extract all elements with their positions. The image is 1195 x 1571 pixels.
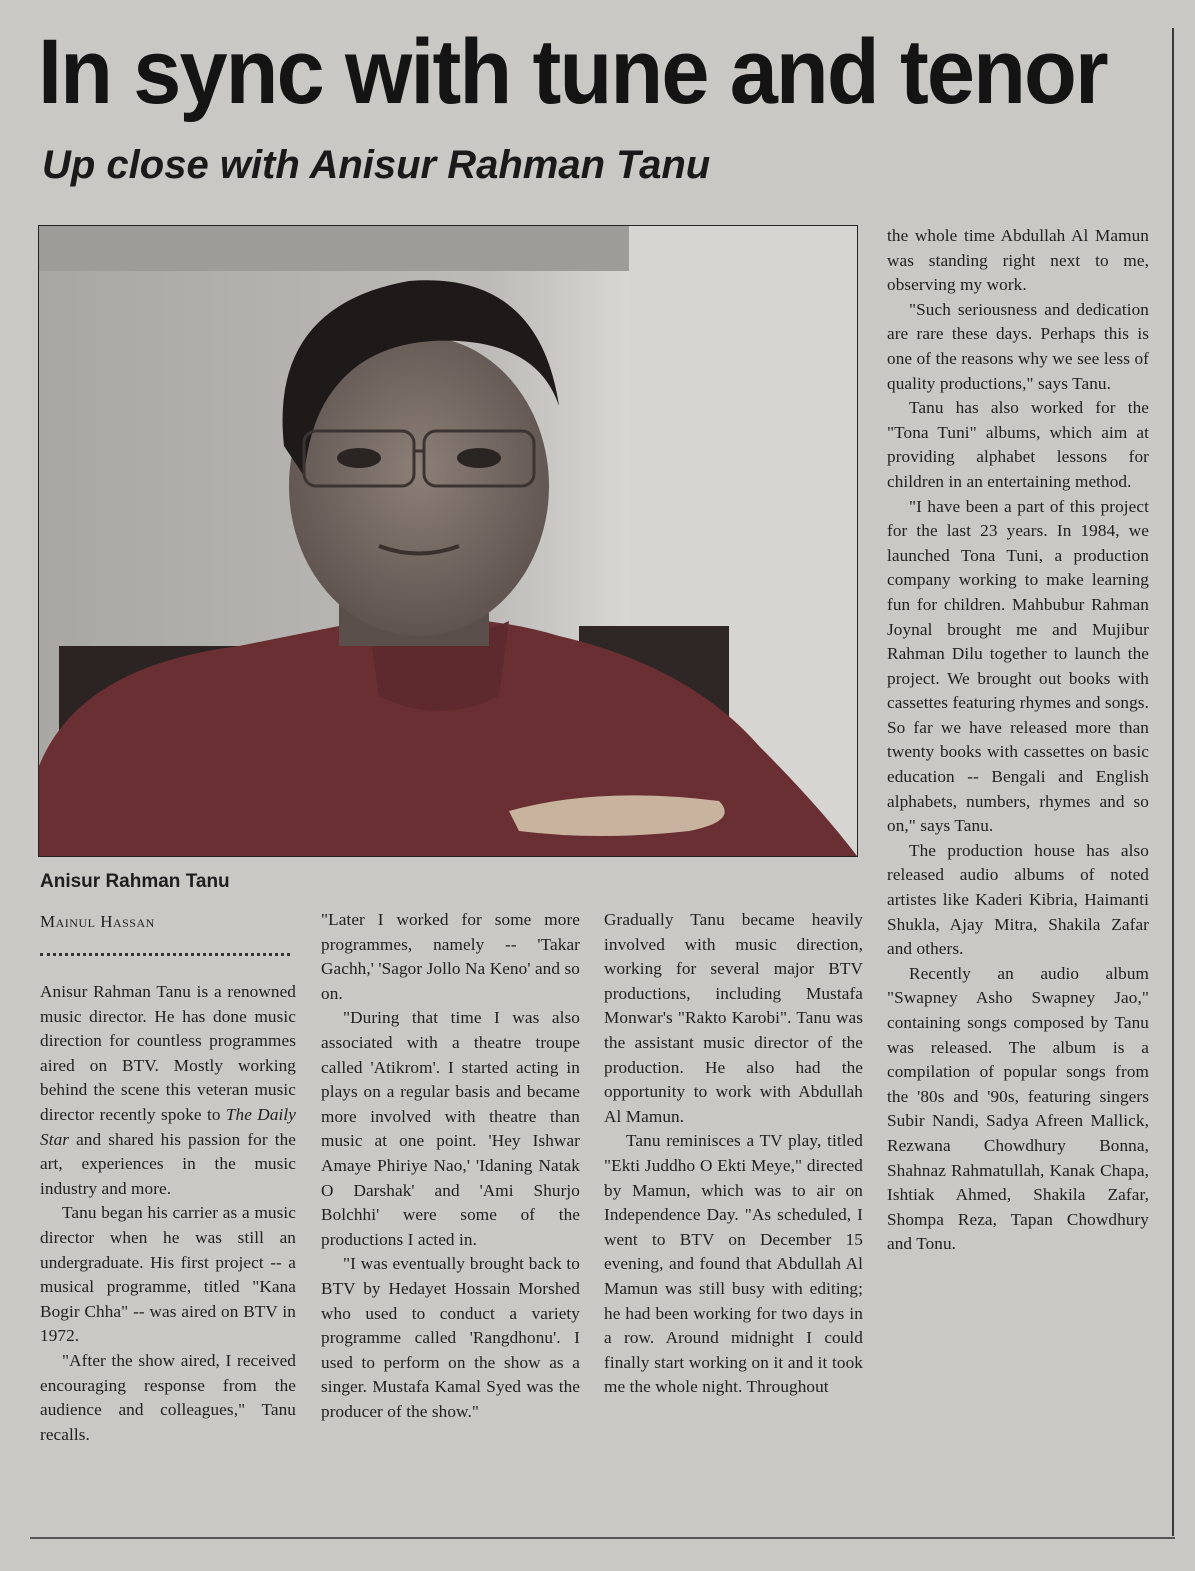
publication-name: The Daily Star: [40, 1104, 296, 1149]
byline-divider: [40, 953, 290, 956]
paragraph: The production house has also released audio albums of noted artistes like Kaderi Kibria, Haimanti Shukla, Ajay Mitra, Shakila Zafar and others.: [887, 840, 1149, 959]
paragraph: the whole time Abdullah Al Mamun was standing right next to me, observing my work.: [887, 226, 1149, 295]
paragraph: "I was eventually brought back to BTV by Hedayet Hossain Morshed who used to conduct a variety programme called 'Rangdhonu'. I used to perform on the show as a singer. Mustafa Kamal Syed was the producer of the show.": [321, 1254, 580, 1421]
paragraph: Anisur Rahman Tanu is a renowned music director. He has done music direction for countless programmes aired on BTV. Mostly working behind the scene this veteran music director recently spoke to The Daily Star and shared his passion for the art, experiences in the music industry and more.: [40, 982, 296, 1198]
article-column-1: [40, 980, 296, 1447]
page-rule-bottom: [30, 1537, 1175, 1539]
photo-caption: Anisur Rahman Tanu: [40, 871, 230, 892]
paragraph: Tanu has also worked for the "Tona Tuni" albums, which aim at providing alphabet lessons for children in an entertaining method.: [887, 398, 1149, 491]
paragraph: Recently an audio album "Swapney Asho Swapney Jao," containing songs composed by Tanu was released. The album is a compilation of popular songs from the '80s and '90s, featuring singers Subir Nandi, Sadya Afreen Mallick, Rezwana Chowdhury Bonna, Shahnaz Rahmatullah, Kanak Chapa, Ishtiak Ahmed, Shakila Zafar, Shompa Reza, Tapan Chowdhury and Tonu.: [887, 963, 1149, 1254]
article-column-2: [321, 908, 580, 1424]
byline: Mainul Hassan: [40, 912, 155, 931]
article-column-4: [887, 224, 1149, 1257]
paragraph: "I have been a part of this project for the last 23 years. In 1984, we launched Tona Tuni, a production company working to make learning fun for children. Mahbubur Rahman Joynal brought me and Mujibur Rahman Dilu together to launch the project. We brought out books with cassettes featuring rhymes and songs. So far we have released more than twenty books with cassettes on basic education -- Bengali and English alphabets, numbers, rhymes and so on," says Tanu.: [887, 496, 1149, 836]
portrait-illustration: [39, 226, 857, 856]
subheadline: Up close with Anisur Rahman Tanu: [42, 143, 711, 187]
paragraph: "During that time I was also associated with a theatre troupe called 'Atikrom'. I started acting in plays on a regular basis and became more involved with theatre than music at one point. 'Hey Ishwar Amaye Phiriye Nao,' 'Idaning Natak O Darshak' and 'Ami Shurjo Bolchhi' were some of the productions I acted in.: [321, 1008, 580, 1249]
article-column-3: [604, 908, 863, 1400]
paragraph: Tanu reminisces a TV play, titled "Ekti Juddho O Ekti Meye," directed by Mamun, which was to air on Independence Day. "As scheduled, I went to BTV on December 15 evening, and found that Abdullah Al Mamun was still busy with editing; he had been working for two days in a row. Around midnight I could finally start working on it and it took me the whole night. Throughout: [604, 1131, 863, 1397]
portrait-photo: [38, 225, 858, 857]
column-rule-right: [1172, 28, 1174, 1536]
paragraph: "Later I worked for some more programmes, namely -- 'Takar Gachh,' 'Sagor Jollo Na Keno' and so on.: [321, 910, 580, 1003]
paragraph: Gradually Tanu became heavily involved with music direction, working for several major BTV productions, including Mustafa Monwar's "Rakto Karobi". Tanu was the assistant music director of the production. He also had the opportunity to work with Abdullah Al Mamun.: [604, 910, 863, 1126]
paragraph: "After the show aired, I received encouraging response from the audience and colleagues," Tanu recalls.: [40, 1350, 296, 1444]
paragraph: Tanu began his carrier as a music director when he was still an undergraduate. His first project -- a musical programme, titled "Kana Bogir Chha" -- was aired on BTV in 1972.: [40, 1203, 296, 1346]
paragraph: "Such seriousness and dedication are rare these days. Perhaps this is one of the reasons why we see less of quality productions," says Tanu.: [887, 299, 1149, 393]
headline: In sync with tune and tenor: [38, 21, 1107, 123]
